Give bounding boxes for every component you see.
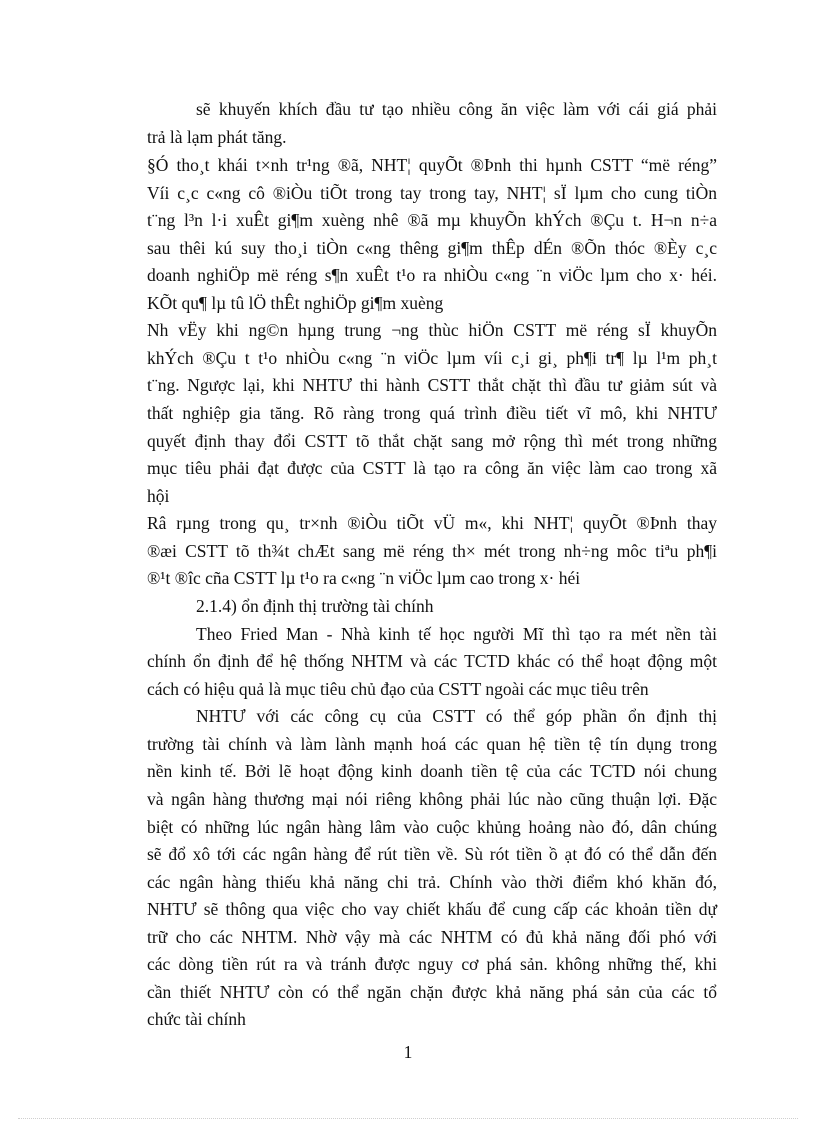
page-bottom-rule (18, 1118, 798, 1119)
text-line: các dòng tiền rút ra và tránh được nguy cơ phá sản. không những thế, khi (147, 954, 717, 974)
text-line: cách có hiệu quả là mục tiêu chủ đạo của CSTT ngoài các mục tiêu trên (147, 679, 649, 699)
text-line: biệt có những lúc ngân hàng lâm vào cuộc khủng hoảng nào đó, dân chúng (147, 817, 717, 837)
text-line: chính ổn định để hệ thống NHTM và các TCTD khác có thể hoạt động một (147, 651, 717, 671)
text-line: Râ rµng trong qu¸ tr×nh ®iÒu tiÕt vÜ m«, khi NHT¦ quyÕt ®Þnh thay (147, 513, 717, 533)
text-line: mục tiêu phải đạt được của CSTT là tạo ra công ăn việc làm cao trong xã (147, 458, 717, 478)
text-line: thất nghiệp gia tăng. Rõ ràng trong quá trình điều tiết vĩ mô, khi NHTƯ (147, 403, 717, 423)
text-line: sẽ khuyến khích đầu tư tạo nhiều công ăn việc làm với cái giá phải (196, 99, 717, 119)
text-line: ®¹t ®îc cña CSTT lµ t¹o ra c«ng ¨n viÖc lµm cao trong x· héi (147, 568, 581, 588)
text-line: doanh nghiÖp më réng s¶n xuÊt t¹o ra nhiÒu c«ng ¨n viÖc lµm cho x· héi. (147, 265, 717, 285)
text-line: Nh vËy khi ng©n hµng trung ¬ng thùc hiÖn CSTT më réng sÏ khuyÕn (147, 320, 717, 340)
text-line: khÝch ®Çu t t¹o nhiÒu c«ng ¨n viÖc lµm víi c¸i gi¸ ph¶i tr¶ lµ l¹m ph¸t (147, 348, 717, 368)
text-line: trả là lạm phát tăng. (147, 127, 287, 147)
text-line: trường tài chính và làm lành mạnh hoá các quan hệ tiền tệ tín dụng trong (147, 734, 717, 754)
text-line: cần thiết NHTƯ còn có thể ngăn chặn được khả năng phá sản của các tổ (147, 982, 717, 1002)
text-line: và ngân hàng thương mại nói riêng không phải lúc nào cũng thuận lợi. Đặc (147, 789, 717, 809)
text-line: chức tài chính (147, 1009, 246, 1029)
text-line: §Ó tho¸t khái t×nh tr¹ng ®ã, NHT¦ quyÕt ®Þnh thi hµnh CSTT “më réng” (147, 155, 717, 175)
text-line: t¨ng l³n l·i xuÊt gi¶m xuèng nhê ®ã mµ khuyÕn khÝch ®Çu t. H¬n n÷a (147, 210, 717, 230)
text-line: KÕt qu¶ lµ tû lÖ thÊt nghiÖp gi¶m xuèng (147, 293, 444, 313)
text-line: quyết định thay đổi CSTT tõ thắt chặt sang mở rộng thì mét trong những (147, 431, 717, 451)
text-line: sau thêi kú suy tho¸i tiÒn c«ng thêng gi¶m thÊp dÉn ®Õn thóc ®Èy c¸c (147, 238, 717, 258)
text-line: sẽ đổ xô tới các ngân hàng để rút tiền về. Sù rót tiền ồ ạt đó có thể dẫn đến (147, 844, 717, 864)
text-line: trữ cho các NHTM. Nhờ vậy mà các NHTM có đủ khả năng đối phó với (147, 927, 717, 947)
page-number: 1 (403, 1042, 413, 1062)
text-line: NHTƯ sẽ thông qua việc cho vay chiết khấu để cung cấp các khoản tiền dự (147, 899, 717, 919)
text-line: Theo Fried Man - Nhà kinh tế học người Mĩ thì tạo ra mét nền tài (196, 624, 717, 644)
text-line: t¨ng. Ngược lại, khi NHTƯ thi hành CSTT thắt chặt thì đầu tư giảm sút và (147, 375, 717, 395)
text-line: nền kinh tế. Bởi lẽ hoạt động kinh doanh tiền tệ của các TCTD nói chung (147, 761, 717, 781)
text-line: các ngân hàng thiếu khả năng chi trả. Chính vào thời điểm khó khăn đó, (147, 872, 717, 892)
text-line: ®æi CSTT tõ th¾t chÆt sang më réng th× mét trong nh÷ng môc tiªu ph¶i (147, 541, 717, 561)
text-line: Víi c¸c c«ng cô ®iÒu tiÕt trong tay trong tay, NHT¦ sÏ lµm cho cung tiÒn (147, 183, 717, 203)
text-line: NHTƯ với các công cụ của CSTT có thể góp phần ổn định thị (196, 706, 717, 726)
text-line: 2.1.4) ổn định thị trường tài chính (196, 596, 434, 616)
text-line: hội (147, 486, 170, 506)
